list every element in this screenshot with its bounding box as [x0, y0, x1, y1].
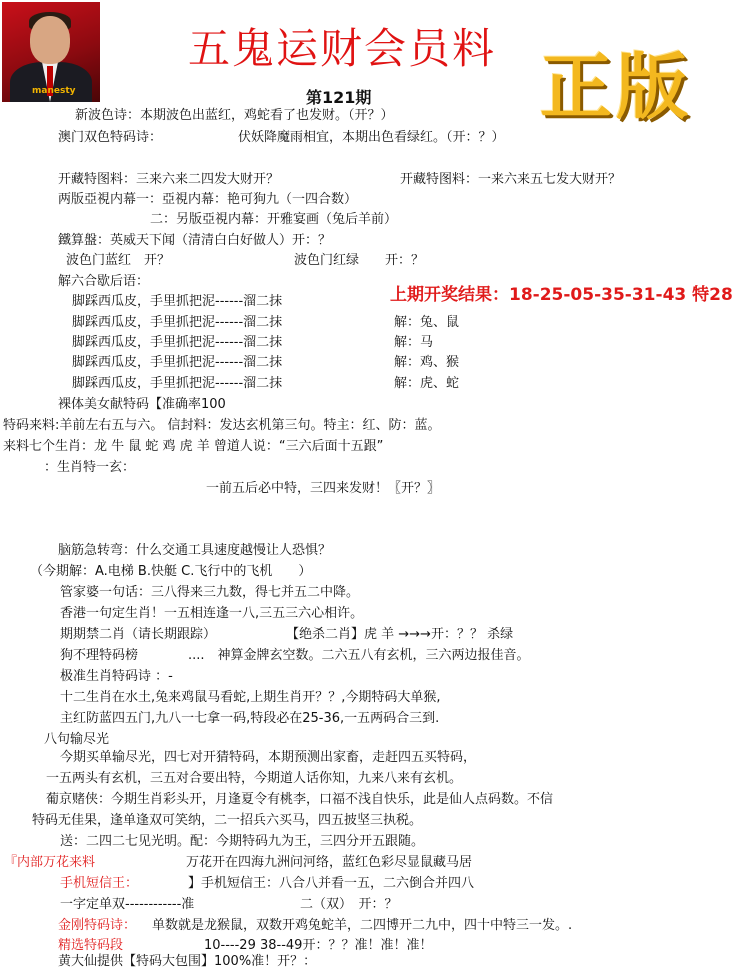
- macau-color-label: 澳门双色特码诗：: [58, 130, 163, 145]
- riddle-line: 脚踩西瓜皮，手里抓把泥------溜二抹: [72, 335, 283, 350]
- riddle-line: 脚踩西瓜皮，手里抓把泥------溜二抹: [72, 294, 283, 309]
- wave-blue-red: 波色门蓝红 开？: [66, 253, 171, 268]
- dog-chart-label: 狗不理特码榜: [60, 648, 139, 663]
- riddle-answer: 解：兔、鼠: [394, 315, 460, 330]
- macau-color-text: 伏妖降魔雨相宜，本期出色看绿红。（开：？）: [238, 130, 505, 145]
- odd-even-label: 一字定单双------------准: [60, 897, 195, 912]
- selected-range-label: 精选特码段: [58, 938, 124, 953]
- zodiac-riddle-text: 一前五后必中特，三四来发财！〖开？〗: [206, 481, 441, 496]
- hongkong-quote: 香港一句定生肖！一五相连逢一八,三五三六心相许。: [60, 606, 364, 621]
- atv-insider-1: 两版亞視内幕一：亞視内幕：艳可狗九（一四合数）: [58, 192, 358, 207]
- brain-teaser-options: （今期解：A.电梯 B.快艇 C.飞行中的飞机 ）: [30, 564, 312, 579]
- photo-face: [30, 16, 70, 64]
- odd-even-text: 二（双） 开：？: [300, 897, 398, 912]
- dog-chart-text: .... 神算金牌玄空数。二六五八有玄机，三六两边报佳音。: [188, 648, 530, 663]
- wong-tai-sin: 黄大仙提供【特码大包围】100%准！开？：: [58, 954, 317, 969]
- zodiac-poem-1: 十二生肖在水土,兔来鸡鼠马看蛇,上期生肖开？？,今期特码大单猴,: [60, 690, 441, 705]
- housekeeper-quote: 管家婆一句话：三八得来三九数，得七并五二中降。: [60, 585, 360, 600]
- internal-source-text: 万花开在四海九洲问河络，蓝红色彩尽显鼠藏马居: [186, 855, 473, 870]
- internal-source-label: 『内部万花来料: [4, 855, 96, 870]
- sms-king-label: 手机短信王：: [60, 876, 139, 891]
- riddle-line: 脚踩西瓜皮，手里抓把泥------溜二抹: [72, 315, 283, 330]
- issue-number: 第121期: [306, 88, 372, 107]
- banned-zodiac-label: 期期禁二肖（请长期跟踪）: [60, 627, 217, 642]
- riddle-line: 脚踩西瓜皮，手里抓把泥------溜二抹: [72, 355, 283, 370]
- atv-insider-2: 二：另版亞視内幕：开雅宴画（兔后羊前）: [150, 212, 398, 227]
- eight-verse-1: 今期买单输尽光，四七对开猜特码，本期预测出家畜，走赶四五买特码，: [60, 750, 477, 765]
- genuine-stamp: 正版: [540, 45, 693, 129]
- riddle-answer: 解：鸡、猴: [394, 355, 460, 370]
- beauty-special: 裸体美女献特码【准确率100: [58, 397, 226, 412]
- lisboa-gambler-1: 葡京赌侠：今期生肖彩头开，月逢夏令有桃李，口福不浅自快乐，此是仙人点码数。不信: [46, 792, 554, 807]
- iron-abacus: 鐵算盤：英威天下闻（清清白白好做人）开：？: [58, 233, 332, 248]
- lisboa-gambler-2: 特码无佳果，逢单逢双可笑纳，二一招兵六买马，四五披坚三执税。: [32, 813, 423, 828]
- eight-verse-label: 八句输尽光: [44, 732, 110, 747]
- last-draw-result: 上期开奖结果：18-25-05-35-31-43 特28: [390, 285, 733, 305]
- wave-red-green: 波色门红绿 开：？: [294, 253, 425, 268]
- hidden-chart-1: 开藏特图料：三来六来二四发大财开？: [58, 172, 280, 187]
- photo-watermark: manesty: [32, 86, 76, 96]
- vajra-poem-text: 单数就是龙猴鼠，双数开鸡兔蛇羊，二四博开二九中，四十中特三一发。.: [152, 918, 573, 933]
- presenter-photo: [2, 2, 100, 102]
- sms-king-text: 】手机短信王：八合八并看一五，二六倒合并四八: [188, 876, 475, 891]
- selected-range-text: 10----29 38--49开：？？准！准！准！: [204, 938, 433, 953]
- page-title: 五鬼运财会员料: [188, 24, 497, 73]
- special-source: 特码来料:羊前左右五与六。 信封料：发达玄机第三句。特主：红、防：蓝。: [3, 418, 441, 433]
- hidden-chart-2: 开藏特图料：一来六来五七发大财开？: [400, 172, 622, 187]
- vajra-poem-label: 金刚特码诗：: [58, 918, 137, 933]
- zodiac-poem-2: 主红防蓝四五门,九八一七拿一码,特段必在25-36,一五两码合三到.: [60, 711, 440, 726]
- riddle-heading: 解六合歇后语：: [58, 274, 150, 289]
- seven-zodiacs: 来料七个生肖：龙 牛 鼠 蛇 鸡 虎 羊 曾道人说：“三六后面十五跟”: [3, 439, 384, 454]
- gift-line: 送：二四二七见光明。配：今期特码九为王，三四分开五跟随。: [60, 834, 425, 849]
- riddle-answer: 解：马: [394, 335, 434, 350]
- wave-color-poem: 新波色诗：本期波色出蓝红，鸡蛇看了也发财。（开？）: [75, 108, 394, 123]
- riddle-answer: 解：虎、蛇: [394, 376, 460, 391]
- banned-zodiac-text: 【绝杀二肖】虎 羊 →→→开：？？ 杀绿: [286, 627, 514, 642]
- riddle-line: 脚踩西瓜皮，手里抓把泥------溜二抹: [72, 376, 283, 391]
- zodiac-riddle-label: ：生肖特一玄：: [44, 460, 136, 475]
- eight-verse-2: 一五两头有玄机，三五对合要出特，今期道人话你知，九来八来有玄机。: [46, 771, 463, 786]
- brain-teaser: 脑筋急转弯：什么交通工具速度越慢让人恐惧？: [58, 543, 332, 558]
- zodiac-poem-label: 极准生肖特码诗 ：-: [60, 669, 173, 684]
